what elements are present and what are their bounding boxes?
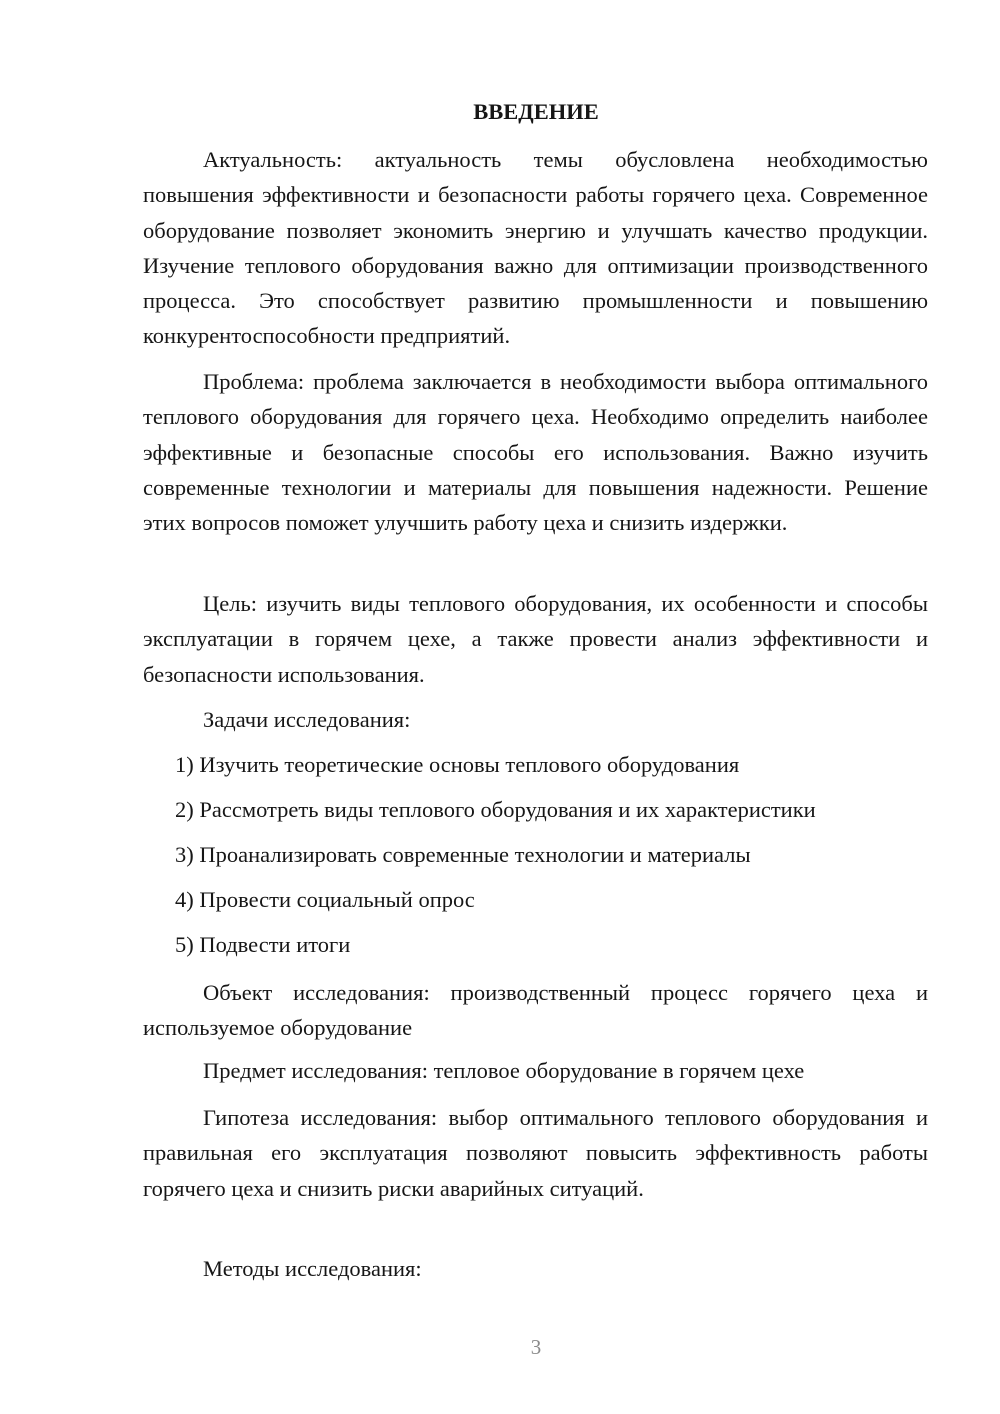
subject-paragraph: Предмет исследования: тепловое оборудование в горячем цехе [203, 1058, 805, 1083]
goal-paragraph: Цель: изучить виды теплового оборудования, их особенности и способы эксплуатации в горячем цехе, а также провести анализ эффективности и безопасности использования. [143, 591, 928, 687]
task-item: 5) Подвести итоги [175, 932, 351, 957]
task-item: 4) Провести социальный опрос [175, 887, 475, 912]
object-paragraph: Объект исследования: производственный процесс горячего цеха и используемое оборудование [143, 980, 928, 1041]
task-item: 1) Изучить теоретические основы теплового оборудования [175, 752, 740, 777]
tasks-heading: Задачи исследования: [203, 707, 411, 732]
relevance-paragraph: Актуальность: актуальность темы обусловлена необходимостью повышения эффективности и безопасности работы горячего цеха. Современное оборудование позволяет экономить энергию и улучшать качество продукции. Изучение теплового оборудования важно для оптимизации производственного процесса. Это способствует развитию промышленности и повышению конкурентоспособности предприятий. [143, 147, 928, 349]
task-item: 2) Рассмотреть виды теплового оборудования и их характеристики [175, 797, 816, 822]
task-item: 3) Проанализировать современные технологии и материалы [175, 842, 751, 867]
methods-heading: Методы исследования: [203, 1256, 422, 1281]
hypothesis-paragraph: Гипотеза исследования: выбор оптимального теплового оборудования и правильная его эксплуатация позволяют повысить эффективность работы горячего цеха и снизить риски аварийных ситуаций. [143, 1105, 928, 1201]
page-number: 3 [530, 1335, 542, 1359]
problem-paragraph: Проблема: проблема заключается в необходимости выбора оптимального теплового оборудования для горячего цеха. Необходимо определить наиболее эффективные и безопасные способы его использования. Важно изучить современные технологии и материалы для повышения надежности. Решение этих вопросов поможет улучшить работу цеха и снизить издержки. [143, 369, 928, 536]
page-title: ВВЕДЕНИЕ [473, 99, 599, 124]
